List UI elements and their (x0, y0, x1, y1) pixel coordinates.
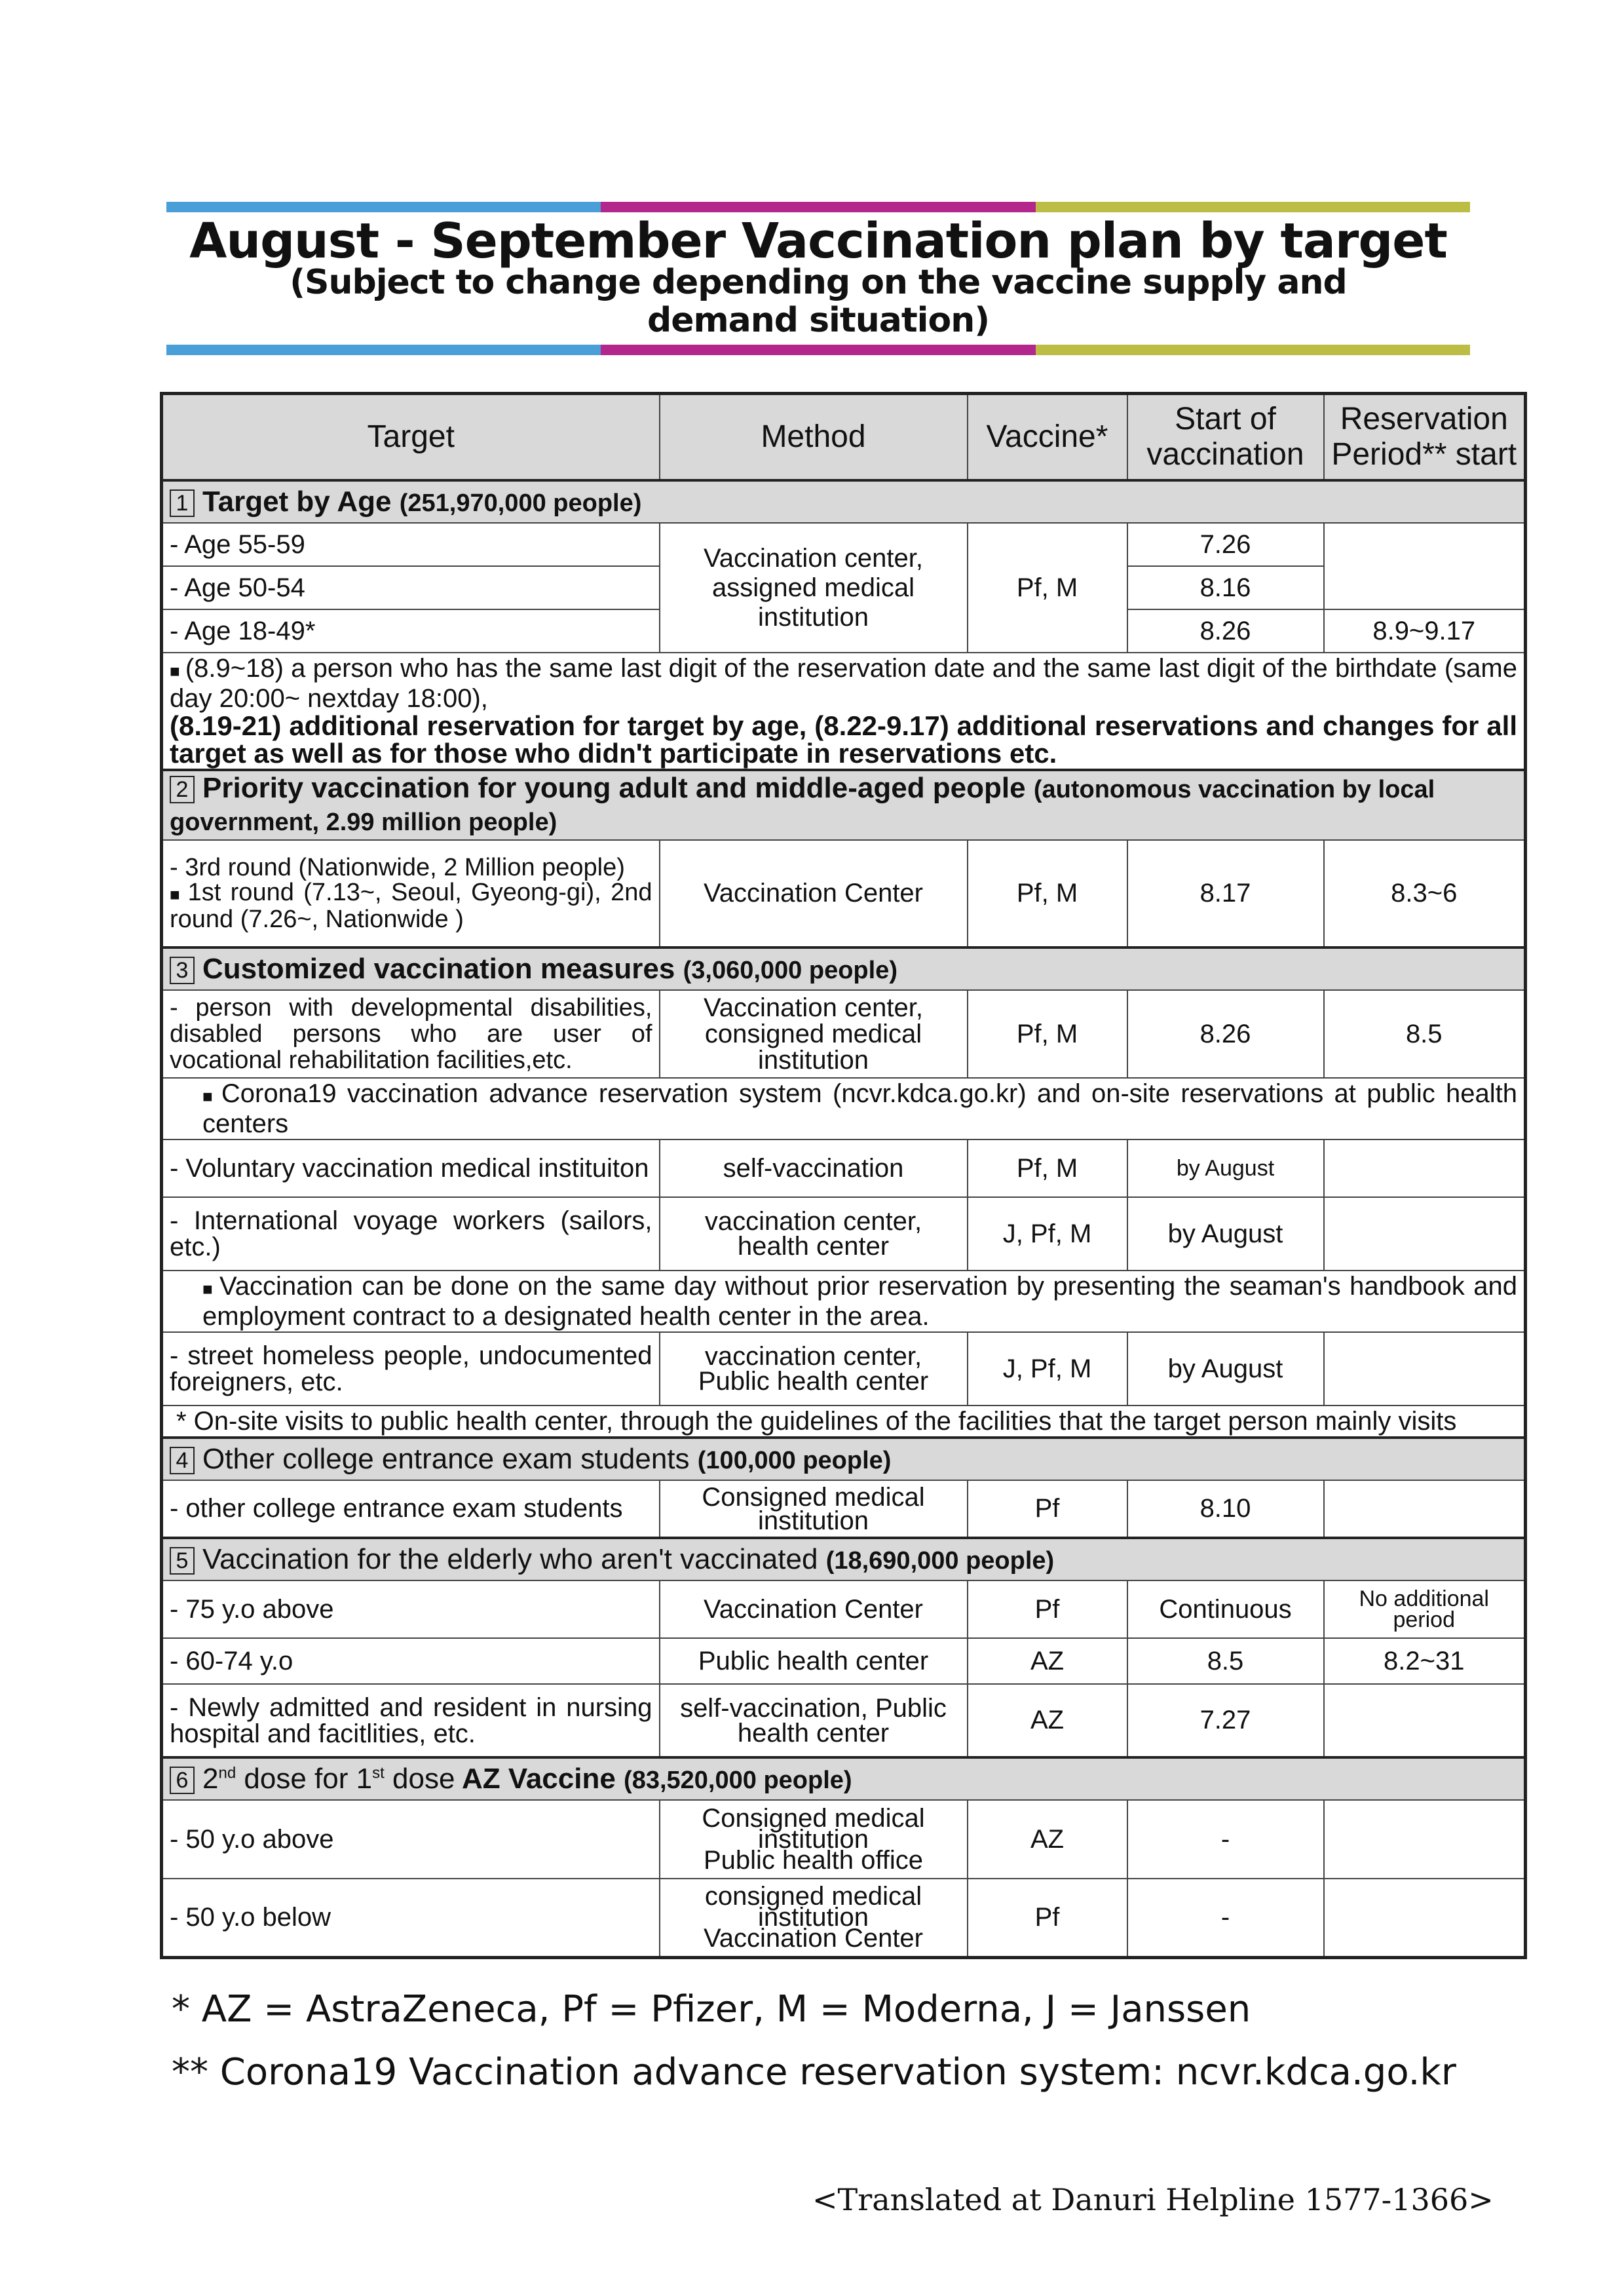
section-title-emphasis: AZ Vaccine (462, 1763, 616, 1795)
target-cell: - Age 18-49* (162, 609, 660, 653)
reservation-cell (1324, 523, 1526, 609)
header-target: Target (162, 394, 660, 481)
reservation-cell (1324, 1139, 1526, 1197)
table-row (162, 1580, 1526, 1638)
section-4-header (162, 1438, 1526, 1480)
target-cell: - 50 y.o above (162, 1800, 660, 1879)
table-row (162, 990, 1526, 1078)
target-cell: - person with developmental disabilities, disabled persons who are user of vocational rehabilitation facilities,etc. (162, 990, 660, 1078)
method-cell: self-vaccination (660, 1139, 968, 1197)
header-method: Method (660, 394, 968, 481)
method-cell: vaccination center, health center (660, 1197, 968, 1271)
section-6-header (162, 1757, 1526, 1800)
start-cell: - (1127, 1800, 1324, 1879)
method-cell: consigned medical institution Vaccination Center (660, 1879, 968, 1957)
table-row (162, 840, 1526, 947)
translation-credit: <Translated at Danuri Helpline 1577-1366> (812, 2182, 1494, 2217)
reservation-cell: 8.2~31 (1324, 1638, 1526, 1684)
reservation-cell (1324, 1879, 1526, 1957)
section-number: 1 (170, 489, 195, 517)
target-cell: - Voluntary vaccination medical instituiton (162, 1139, 660, 1197)
note-row (162, 653, 1526, 770)
reservation-cell (1324, 1332, 1526, 1406)
start-cell: by August (1127, 1332, 1324, 1406)
start-cell: 8.10 (1127, 1480, 1324, 1538)
target-cell: - 50 y.o below (162, 1879, 660, 1957)
target-cell: - 3rd round (Nationwide, 2 Million people) ■ 1st round (7.13~, Seoul, Gyeong-gi), 2nd round (7.26~, Nationwide ) (162, 840, 660, 947)
reservation-cell (1324, 1800, 1526, 1879)
section-number: 2 (170, 776, 195, 803)
section-5-header (162, 1538, 1526, 1580)
reservation-cell (1324, 1684, 1526, 1757)
section-title: Other college entrance exam students (202, 1443, 690, 1475)
start-cell: 8.26 (1127, 990, 1324, 1078)
table-row (162, 1332, 1526, 1406)
vaccination-plan-table (160, 392, 1527, 1959)
method-cell: self-vaccination, Public health center (660, 1684, 968, 1757)
start-cell: 8.26 (1127, 609, 1324, 653)
note-row: ■ Vaccination can be done on the same day without prior reservation by presenting the seaman's handbook and employment contract to a designated health center in the area. (162, 1271, 1526, 1332)
reservation-cell: 8.9~9.17 (1324, 609, 1526, 653)
method-cell: Public health center (660, 1638, 968, 1684)
section-number: 6 (170, 1767, 195, 1794)
start-cell: by August (1127, 1197, 1324, 1271)
target-cell: - other college entrance exam students (162, 1480, 660, 1538)
target-cell: - Age 55-59 (162, 523, 660, 566)
target-cell: - International voyage workers (sailors, etc.) (162, 1197, 660, 1271)
reservation-cell (1324, 1480, 1526, 1538)
note-text: Vaccination can be done on the same day without prior reservation by presenting the seaman's handbook and employment contract to a designated health center in the area. (202, 1272, 1517, 1331)
target-cell: - Age 50-54 (162, 566, 660, 609)
section-count: (100,000 people) (697, 1447, 892, 1474)
section-count: (3,060,000 people) (683, 957, 897, 984)
start-cell: 8.5 (1127, 1638, 1324, 1684)
vaccine-cell: Pf (968, 1480, 1127, 1538)
section-title: 2nd dose for 1st dose (202, 1763, 455, 1795)
method-cell: Consigned medical institution (660, 1480, 968, 1538)
start-cell: 7.27 (1127, 1684, 1324, 1757)
table-row (162, 1879, 1526, 1957)
table-row (162, 1197, 1526, 1271)
header-reservation: Reservation Period** start (1324, 394, 1526, 481)
section-title: Vaccination for the elderly who aren't vaccinated (202, 1543, 818, 1575)
section-number: 3 (170, 957, 195, 984)
vaccine-cell: J, Pf, M (968, 1197, 1127, 1271)
note-text: Corona19 vaccination advance reservation system (ncvr.kdca.go.kr) and on-site reservations at public health centers (202, 1079, 1517, 1138)
method-cell: Vaccination center, consigned medical institution (660, 990, 968, 1078)
footnote-reservation-system: ** Corona19 Vaccination advance reservation system: ncvr.kdca.go.kr (172, 2051, 1456, 2094)
table-row (162, 523, 1526, 566)
method-cell: Vaccination Center (660, 1580, 968, 1638)
method-cell: Vaccination center, assigned medical institution (660, 523, 968, 653)
target-cell: - Newly admitted and resident in nursing hospital and facitlities, etc. (162, 1684, 660, 1757)
vaccine-cell: AZ (968, 1800, 1127, 1879)
table-row (162, 1800, 1526, 1879)
section-1-header (162, 480, 1526, 523)
vaccine-cell: Pf (968, 1580, 1127, 1638)
start-cell: - (1127, 1879, 1324, 1957)
section-count: (251,970,000 people) (399, 489, 642, 517)
start-cell: 7.26 (1127, 523, 1324, 566)
start-cell: Continuous (1127, 1580, 1324, 1638)
vaccine-cell: Pf, M (968, 1139, 1127, 1197)
note-row (162, 1406, 1526, 1438)
table-row (162, 1480, 1526, 1538)
section-title: Priority vaccination for young adult and middle-aged people (202, 772, 1026, 804)
vaccine-cell: J, Pf, M (968, 1332, 1127, 1406)
page-title: August - September Vaccination plan by target (189, 213, 1447, 269)
note-text: * On-site visits to public health center, through the guidelines of the facilities that the target person mainly visits (162, 1406, 1526, 1438)
vaccine-cell: AZ (968, 1684, 1127, 1757)
note-text: ■ (8.9~18) a person who has the same last digit of the reservation date and the same last digit of the birthdate (same day 20:00~ nextday 18:00), (170, 654, 1517, 713)
start-cell: 8.16 (1127, 566, 1324, 609)
table-row (162, 1638, 1526, 1684)
vaccine-cell: Pf, M (968, 523, 1127, 653)
vaccine-cell: Pf, M (968, 990, 1127, 1078)
section-title: Customized vaccination measures (202, 953, 675, 985)
section-count: (83,520,000 people) (624, 1767, 852, 1794)
note-row: ■ Corona19 vaccination advance reservation system (ncvr.kdca.go.kr) and on-site reservations at public health centers (162, 1078, 1526, 1139)
start-cell: by August (1127, 1139, 1324, 1197)
vaccine-cell: Pf, M (968, 840, 1127, 947)
method-cell: vaccination center, Public health center (660, 1332, 968, 1406)
vaccine-cell: Pf (968, 1879, 1127, 1957)
header-start: Start of vaccination (1127, 394, 1324, 481)
section-number: 4 (170, 1447, 195, 1474)
reservation-cell (1324, 1197, 1526, 1271)
section-title: Target by Age (202, 486, 392, 518)
reservation-cell: 8.5 (1324, 990, 1526, 1078)
page-subtitle: (Subject to change depending on the vaccine supply and demand situation) (290, 263, 1347, 340)
table-header-row (162, 394, 1526, 481)
note-text: (8.19-21) additional reservation for target by age, (8.22-9.17) additional reservations and changes for all target as well as for those who didn't participate in reservations etc. (170, 710, 1517, 769)
table-row (162, 1684, 1526, 1757)
method-cell: Vaccination Center (660, 840, 968, 947)
target-cell: - 60-74 y.o (162, 1638, 660, 1684)
section-3-header (162, 947, 1526, 990)
target-cell: - 75 y.o above (162, 1580, 660, 1638)
target-cell: - street homeless people, undocumented foreigners, etc. (162, 1332, 660, 1406)
section-count: (18,690,000 people) (825, 1547, 1055, 1575)
section-2-header (162, 770, 1526, 840)
footnote-vaccine-abbreviations: * AZ = AstraZeneca, Pf = Pfizer, M = Moderna, J = Janssen (172, 1988, 1251, 2031)
color-bar-top (166, 202, 1470, 212)
start-cell: 8.17 (1127, 840, 1324, 947)
table-row (162, 1139, 1526, 1197)
reservation-cell: 8.3~6 (1324, 840, 1526, 947)
color-bar-bottom (166, 345, 1470, 355)
reservation-cell: No additional period (1324, 1580, 1526, 1638)
method-cell: Consigned medical institution Public health office (660, 1800, 968, 1879)
section-count: (autonomous vaccination by local government, 2.99 million people) (170, 776, 1435, 836)
vaccine-cell: AZ (968, 1638, 1127, 1684)
section-number: 5 (170, 1547, 195, 1575)
header-vaccine: Vaccine* (968, 394, 1127, 481)
